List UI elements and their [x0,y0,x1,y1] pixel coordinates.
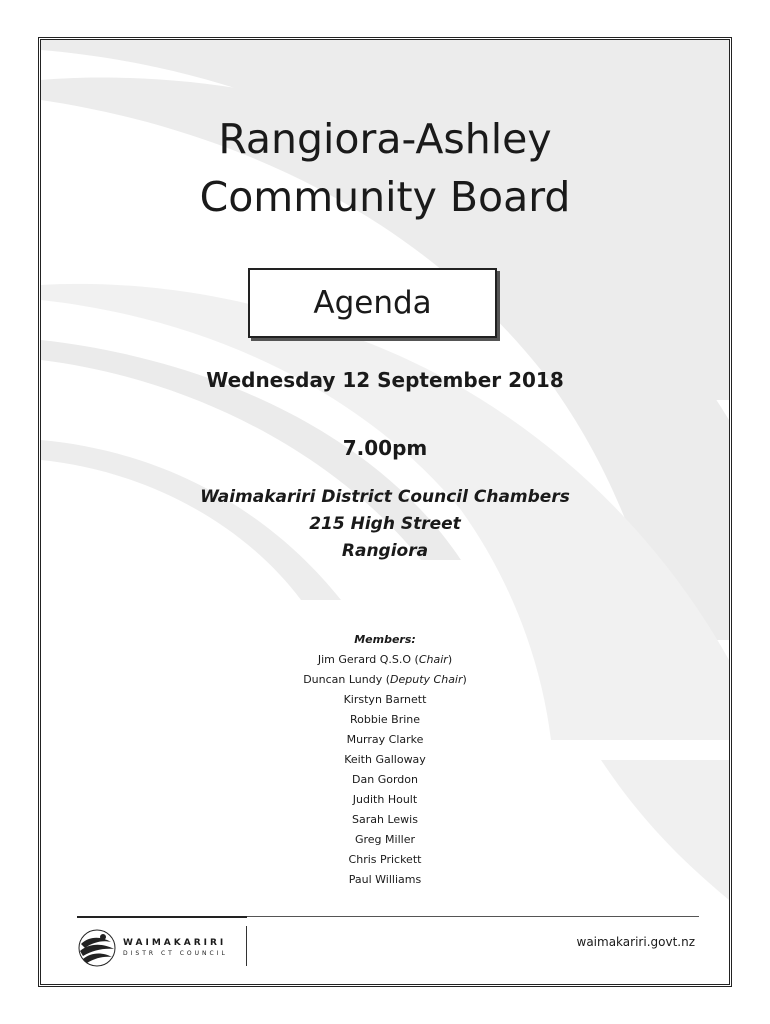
meeting-time: 7.00pm [342,436,428,460]
agenda-label-box [248,268,497,338]
member-item: Robbie Brine [349,713,421,726]
member-item [41,670,729,690]
meeting-venue [41,484,729,565]
council-logo-text [123,937,228,959]
council-logo [77,928,228,968]
member-item: Judith Hoult [352,793,418,806]
member-item: Keith Galloway [344,753,426,766]
member-name: Duncan Lundy ( [303,673,391,686]
council-logo-icon [77,928,117,968]
members-heading: Members: [354,633,416,646]
member-item: Sarah Lewis [352,813,418,826]
member-role-close: ) [447,653,453,666]
member-item: Greg Miller [354,833,415,846]
venue-line-1: Waimakariri District Council Chambers [200,487,570,507]
members-section [41,630,729,890]
council-name: WAIMAKARIRI [123,938,227,948]
member-item: Murray Clarke [346,733,424,746]
council-website: waimakariri.govt.nz [576,935,695,949]
member-item: Paul Williams [348,873,422,886]
member-role: Deputy Chair [390,673,463,686]
page-title [41,110,729,226]
council-subtitle: DISTR CT COUNCIL [123,950,228,957]
meeting-date: Wednesday 12 September 2018 [206,368,564,392]
venue-line-2: 215 High Street [309,514,461,534]
member-item [41,650,729,670]
title-line-1: Rangiora-Ashley [218,115,552,163]
member-role-close: ) [462,673,467,686]
member-name: Jim Gerard Q.S.O ( [317,653,419,666]
member-item: Chris Prickett [348,853,422,866]
member-item: Dan Gordon [352,773,418,786]
agenda-cover-page [38,37,732,987]
agenda-label: Agenda [313,285,432,321]
member-role: Chair [418,653,448,666]
footer-rule-thin [247,916,699,917]
member-item: Kirstyn Barnett [343,693,427,706]
members-list [41,650,729,890]
logo-divider [246,926,247,966]
venue-line-3: Rangiora [341,541,429,561]
title-line-2: Community Board [199,173,571,221]
footer-rule-thick [77,916,247,918]
